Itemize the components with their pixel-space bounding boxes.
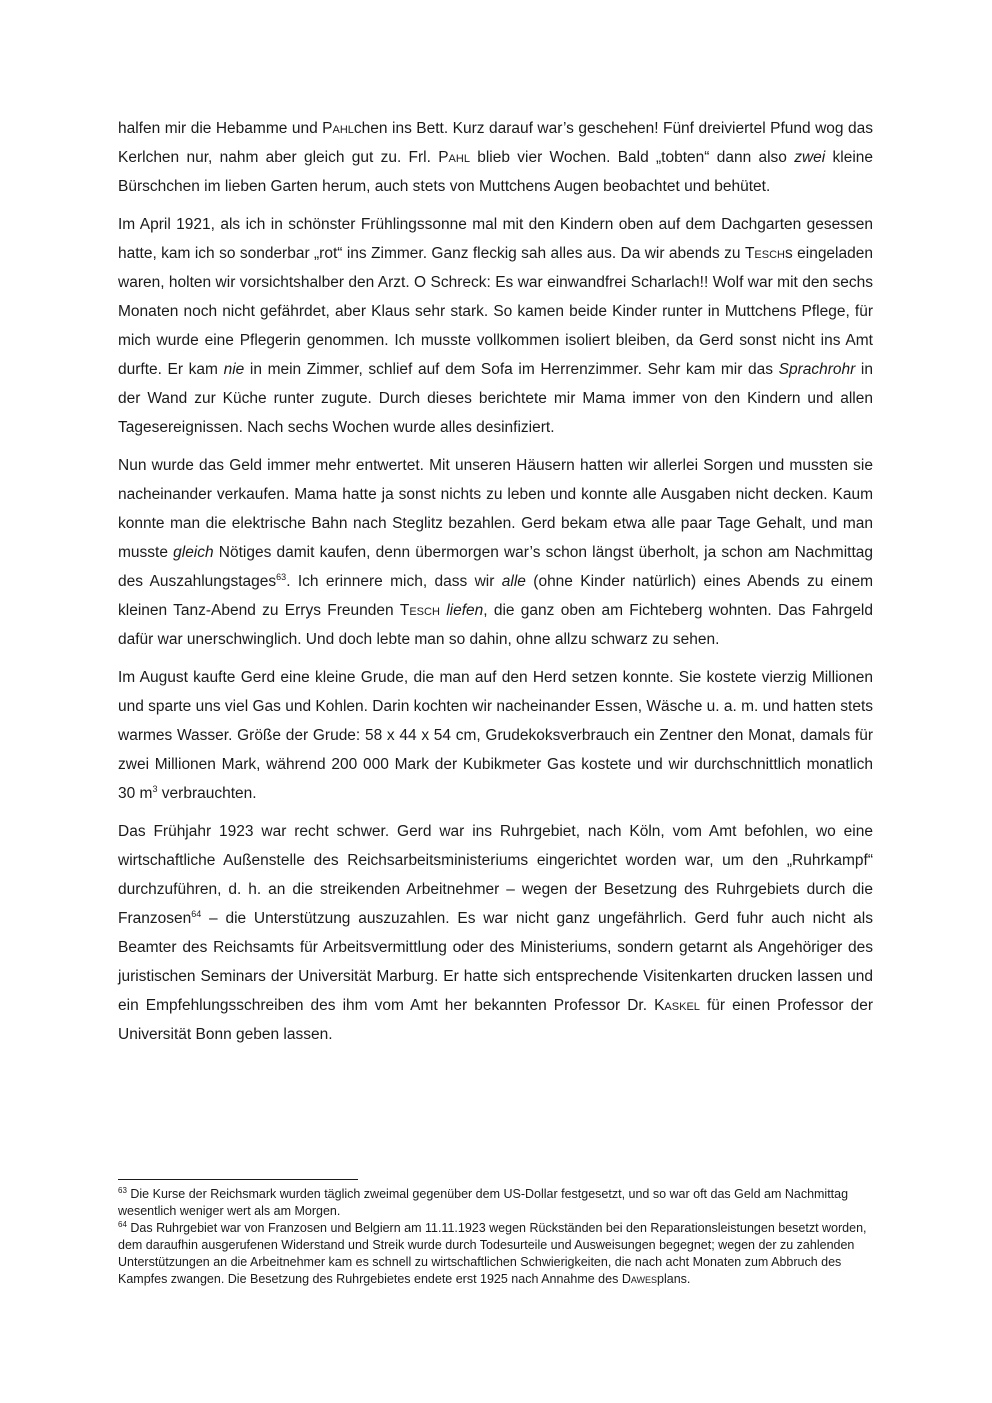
text-run: . Ich erinnere mich, dass wir [286,573,502,590]
text-run: halfen mir die Hebamme und [118,120,323,137]
text-run: Im April 1921, als ich in schönster Frühlingssonne mal mit den Kindern oben auf dem Dachgarten gesessen hatte, kam ich so sonderbar „rot“ ins Zimmer. Ganz fleckig sah alles aus. Da wir abends zu [118,216,873,262]
footnote-ref: 63 [276,572,287,582]
text-run: Das Frühjahr 1923 war recht schwer. Gerd war ins Ruhrgebiet, nach Köln, vom Amt befohlen, wo eine wirtschaftliche Außenstelle des Reichsarbeitsministeriums eingerichtet worden war, um den „Ruhrkampf“ durchzuführen, d. h. an die streikenden Arbeitnehmer – wegen der Besetzung des Ruhrgebiets durch die Franzosen [118,823,873,927]
footnote-divider [118,1179,358,1180]
emphasis-text: liefen [446,602,484,619]
paragraph [118,817,873,1049]
text-run: – die Unterstützung auszuzahlen. Es war nicht ganz ungefährlich. Gerd fuhr auch nicht als Beamter des Reichsamts für Arbeitsvermittlung oder des Ministeriums, sondern getarnt als Angehöriger des juristischen Seminars der Universität Marburg. Er hatte sich entsprechende Visitenkarten drucken lassen und ein Empfehlungsschreiben des ihm vom Amt her bekannten Professor Dr. [118,910,873,1014]
footnote [118,1186,873,1220]
text-run: blieb vier Wochen. Bald „tobten“ dann also [469,149,795,166]
footnotes [118,1186,873,1288]
body-text [118,114,873,1058]
small-caps-name: Tesch [399,602,440,619]
footnote-ref: 64 [118,1220,127,1229]
text-run: verbrauchten. [157,785,257,802]
text-run: Im August kaufte Gerd eine kleine Grude, die man auf den Herd setzen konnte. Sie kostete vierzig Millionen und sparte uns viel Gas und Kohlen. Darin kochten wir nacheinander Essen, Wäsche u. a. m. und hatten stets warmes Wasser. Größe der Grude: 58 x 44 x 54 cm, Grudekoksverbrauch ein Zentner den Monat, damals für zwei Millionen Mark, während 200 000 Mark der Kubikmeter Gas kostete und wir durchschnittlich monatlich 30 m [118,669,873,802]
paragraph [118,451,873,654]
emphasis-text: gleich [173,544,214,561]
small-caps-name: Pahl [322,120,354,137]
footnote-ref: 63 [118,1186,127,1195]
small-caps-name: Kaskel [654,997,700,1014]
small-caps-name: Tesch [744,245,785,262]
text-run: in der Wand zur Küche runter zugute. Durch dieses berichtete mir Mama immer von den Kindern und allen Tagesereignissen. Nach sechs Wochen wurde alles desinfiziert. [118,361,873,436]
text-run: Nun wurde das Geld immer mehr entwertet. Mit unseren Häusern hatten wir allerlei Sorgen und mussten sie nacheinander verkaufen. Mama hatte ja sonst nichts zu leben und konnte alle Ausgaben nicht decken. Kaum konnte man die elektrische Bahn nach Steglitz bezahlen. Gerd bekam etwa alle paar Tage Gehalt, und man musste [118,457,873,561]
paragraph [118,663,873,808]
emphasis-text: Sprachrohr [778,361,856,378]
text-run: Das Ruhrgebiet war von Franzosen und Belgiern am 11.11.1923 wegen Rückständen bei den Reparationsleistungen besetzt worden, dem daraufhin ausgerufenen Widerstand und Streik wurde durch Todesurteile und Ausweisungen begegnet; wegen der zu zahlenden Unterstützungen an die Arbeitnehmer kam es schnell zu wirtschaftlichen Schwierigkeiten, die nach acht Monaten zum Abbruch des Kampfes zwangen. Die Besetzung des Ruhrgebietes endete erst 1925 nach Annahme des [118,1221,867,1286]
footnote-ref: 3 [152,784,158,794]
small-caps-name: Pahl [438,149,470,166]
emphasis-text: alle [501,573,526,590]
text-run: , die ganz oben am Fichteberg wohnten. Das Fahrgeld dafür war unerschwinglich. Und doch lebte man so dahin, ohne allzu schwarz zu sehen. [118,602,873,648]
footnote-ref: 64 [191,909,202,919]
text-run: s eingeladen waren, holten wir vorsichtshalber den Arzt. O Schreck: Es war einwandfrei Scharlach!! Wolf war mit den sechs Monaten noch nicht gefährdet, aber Klaus sehr stark. So kamen beide Kinder runter in Muttchens Pflege, für mich wurde eine Pflegerin genommen. Ich musste vollkommen isoliert bleiben, da Gerd sonst nicht ins Amt durfte. Er kam [118,245,873,378]
text-run: chen ins Bett. Kurz darauf war’s geschehen! Fünf dreiviertel Pfund wog das Kerlchen nur, nahm aber gleich gut zu. Frl. [118,120,874,166]
small-caps-name: Dawes [621,1272,658,1286]
text-run: für einen Professor der Universität Bonn geben lassen. [118,997,873,1043]
text-run: kleine Bürschchen im lieben Garten herum, auch stets von Muttchens Augen beobachtet und behütet. [118,149,874,195]
paragraph [118,210,873,442]
text-run: plans. [657,1272,691,1286]
text-run: in mein Zimmer, schlief auf dem Sofa im Herrenzimmer. Sehr kam mir das [244,361,779,378]
text-run: Die Kurse der Reichsmark wurden täglich zweimal gegenüber dem US-Dollar festgesetzt, und so war oft das Geld am Nachmittag wesentlich weniger wert als am Morgen. [118,1187,849,1218]
footnote [118,1220,873,1288]
text-run: (ohne Kinder natürlich) eines Abends zu einem kleinen Tanz-Abend zu Errys Freunden [118,573,873,619]
text-run: Nötiges damit kaufen, denn übermorgen war’s schon längst überholt, ja schon am Nachmittag des Auszahlungstages [118,544,873,590]
emphasis-text: nie [223,361,245,378]
paragraph [118,114,873,201]
emphasis-text: zwei [794,149,826,166]
